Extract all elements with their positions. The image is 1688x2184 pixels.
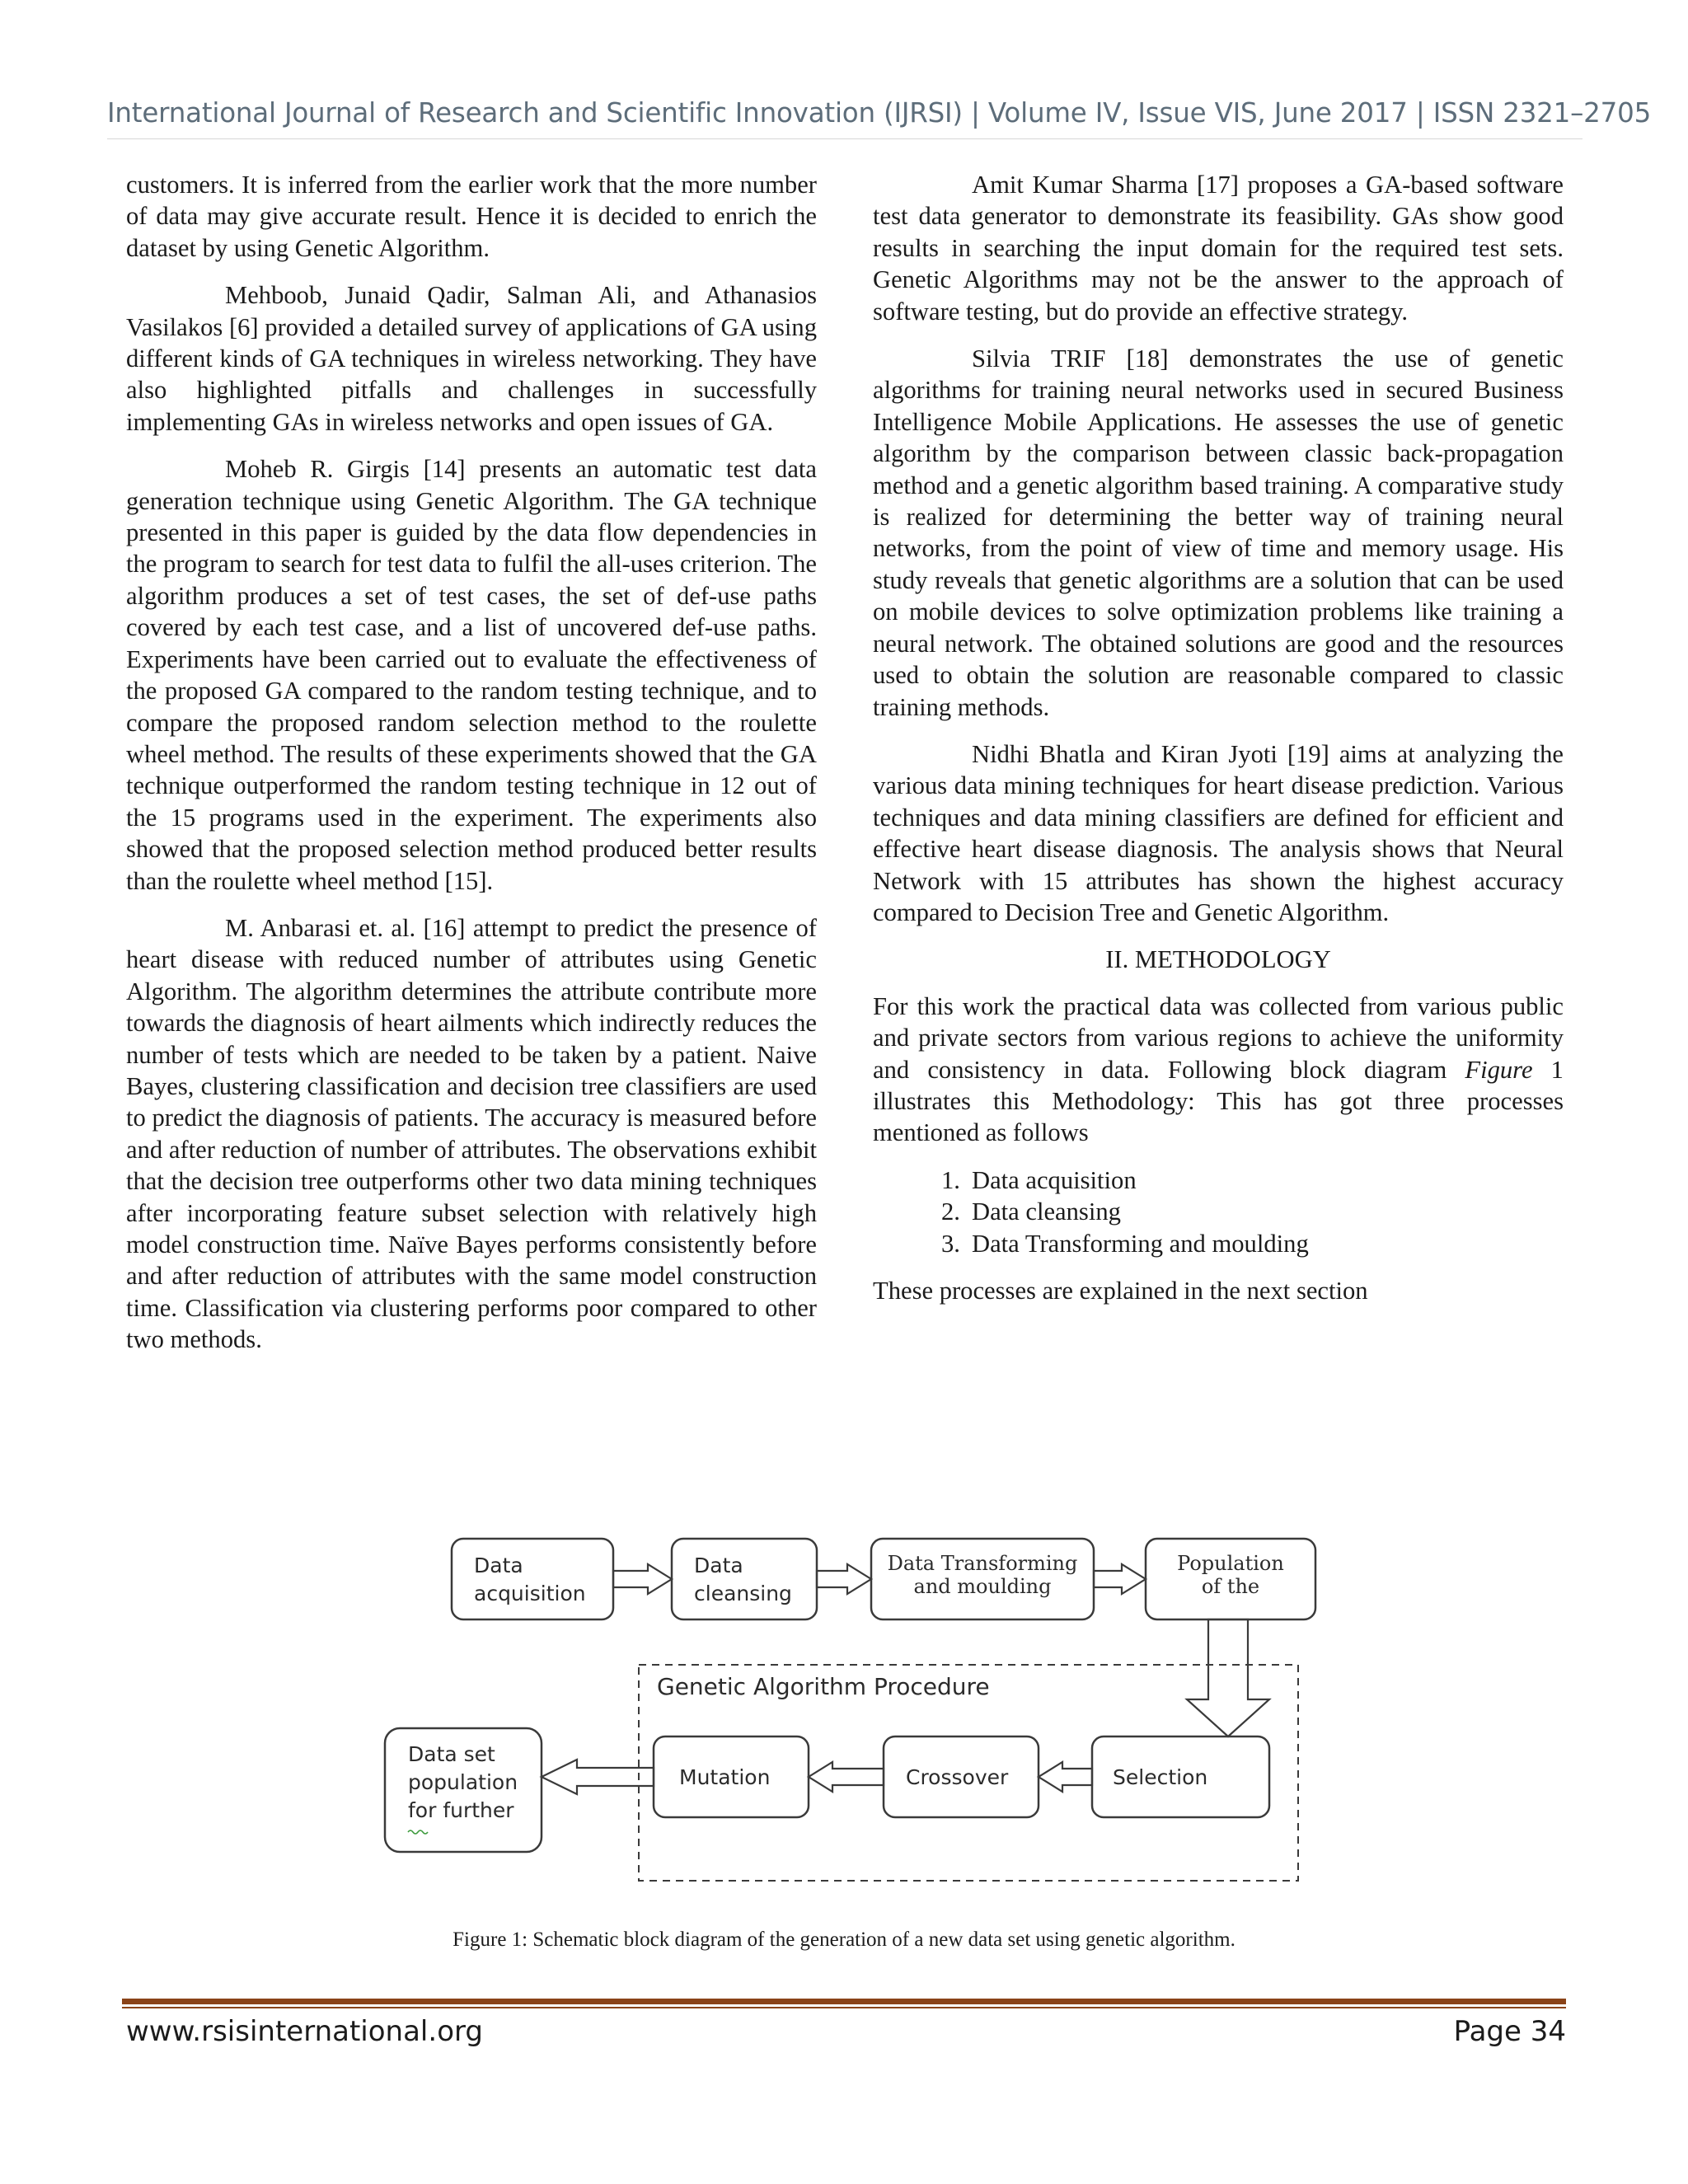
block-diagram-figure bbox=[0, 1521, 1688, 1900]
arrow-population-to-selection bbox=[1187, 1619, 1269, 1736]
label-data-transforming bbox=[874, 1552, 1091, 1598]
list-item bbox=[873, 1228, 1564, 1259]
list-text: Data cleansing bbox=[972, 1197, 1121, 1226]
list-number: 1. bbox=[941, 1165, 960, 1194]
left-column bbox=[126, 169, 817, 1356]
label-line: Data bbox=[694, 1554, 743, 1577]
right-column bbox=[873, 169, 1564, 1322]
arrow-cleansing-to-transforming bbox=[817, 1564, 871, 1594]
footer-page-number: Page 34 bbox=[1453, 2015, 1566, 2048]
list-text: Data acquisition bbox=[972, 1165, 1137, 1194]
figure-reference: Figure bbox=[1465, 1055, 1533, 1084]
right-paragraph-4 bbox=[873, 991, 1564, 1149]
label-line: for further bbox=[408, 1798, 514, 1822]
block-diagram-shapes bbox=[0, 1521, 1688, 1900]
arrow-crossover-to-mutation bbox=[809, 1762, 884, 1792]
figure-caption: Figure 1: Schematic block diagram of the generation of a new data set using genetic algorithm. bbox=[452, 1929, 1236, 1951]
label-data-acquisition bbox=[474, 1552, 586, 1608]
left-paragraph-1: customers. It is inferred from the earlier work that the more number of data may give accurate result. Hence it is decided to enrich the dataset by using Genetic Algorithm. bbox=[126, 171, 817, 262]
footer-rule-thin bbox=[122, 2007, 1566, 2008]
label-population bbox=[1148, 1552, 1313, 1598]
list-text: Data Transforming and moulding bbox=[972, 1229, 1309, 1258]
label-line: Data set bbox=[408, 1742, 495, 1766]
left-paragraph-3: Moheb R. Girgis [14] presents an automatic test data generation technique using Genetic Algorithm. The GA technique presented in this paper is guided by the data flow dependencies in the program to search for test data to fulfil the all-uses criterion. The algorithm produces a set of test cases, the set of def-use paths covered by each test case, and a list of uncovered def-use paths. Experiments have been carried out to evaluate the effectiveness of the proposed GA compared to the random testing technique, and to compare the proposed random selection method to the roulette wheel method. The results of these experiments showed that the GA technique outperformed the random testing technique in 12 out of the 15 programs used in the experiment. The experiments also showed that the proposed selection method produced better results than the roulette wheel method [15]. bbox=[126, 455, 817, 895]
right-paragraph-5: These processes are explained in the next section bbox=[873, 1277, 1368, 1305]
label-ga-procedure: Genetic Algorithm Procedure bbox=[657, 1673, 990, 1700]
label-line: Data bbox=[474, 1554, 523, 1577]
label-line: acquisition bbox=[474, 1582, 586, 1605]
left-paragraph-2: Mehboob, Junaid Qadir, Salman Ali, and Athanasios Vasilakos [6] provided a detailed survey of applications of GA using different kinds of GA techniques in wireless networking. They have also highlighted pitfalls and challenges in successfully implementing GAs in wireless networks and open issues of GA. bbox=[126, 281, 817, 436]
running-head: International Journal of Research and Scientific Innovation (IJRSI) | Volume IV, Issue VIS, June 2017 | ISSN 2321–2705 bbox=[107, 97, 1652, 129]
label-selection: Selection bbox=[1113, 1765, 1208, 1789]
arrow-selection-to-crossover bbox=[1039, 1762, 1092, 1792]
footer-website: www.rsisinternational.org bbox=[126, 2015, 483, 2048]
right-paragraph-1: Amit Kumar Sharma [17] proposes a GA-based software test data generator to demonstrate its feasibility. GAs show good results in searching the input domain for the required test sets. Genetic Algorithms may not be the answer to the approach of software testing, but do provide an effective strategy. bbox=[873, 171, 1564, 326]
label-line: Data Transforming bbox=[887, 1552, 1078, 1575]
spellcheck-squiggle bbox=[408, 1830, 428, 1834]
right-paragraph-2: Silvia TRIF [18] demonstrates the use of genetic algorithms for training neural networks used in secured Business Intelligence Mobile Applications. He assesses the use of genetic algorithm by the comparison between classic back-propagation method and a genetic algorithm based training. A comparative study is realized for determining the better way of training neural networks, from the point of view of time and memory usage. His study reveals that genetic algorithms are a solution that can be used on mobile devices to solve optimization problems like training a neural network. The obtained solutions are good and the resources used to obtain the solution are reasonable compared to classic training methods. bbox=[873, 344, 1564, 721]
list-item bbox=[873, 1196, 1564, 1227]
arrow-acquisition-to-cleansing bbox=[613, 1564, 672, 1594]
list-number: 2. bbox=[941, 1197, 960, 1226]
list-item bbox=[873, 1165, 1564, 1196]
p4-text-b: 1 illustrates this Methodology: This has got three processes mentioned as follows bbox=[873, 1055, 1564, 1147]
label-output bbox=[408, 1741, 518, 1825]
left-paragraph-4: M. Anbarasi et. al. [16] attempt to predict the presence of heart disease with reduced number of attributes using Genetic Algorithm. The algorithm determines the attribute contribute more towards the diagnosis of heart ailments which indirectly reduces the number of tests which are needed to be taken by a patient. Naive Bayes, clustering classification and decision tree classifiers are used to predict the diagnosis of patients. The accuracy is measured before and after reduction of number of attributes. The observations exhibit that the decision tree outperforms other two data mining techniques after incorporating feature subset selection with relatively high model construction time. Naïve Bayes performs consistently before and after reduction of attributes with the same model construction time. Classification via clustering performs poor compared to other two methods. bbox=[126, 913, 817, 1354]
footer-rule-thick bbox=[122, 1999, 1566, 2004]
arrow-transforming-to-population bbox=[1094, 1564, 1146, 1594]
label-crossover: Crossover bbox=[906, 1765, 1009, 1789]
p4-text-a: For this work the practical data was collected from various public and private sectors from various regions to achieve the uniformity and consistency in data. Following block diagram bbox=[873, 991, 1564, 1084]
label-line: population bbox=[408, 1770, 518, 1794]
label-line: of the bbox=[1201, 1575, 1260, 1598]
section-heading-methodology: II. METHODOLOGY bbox=[1105, 945, 1331, 974]
label-mutation: Mutation bbox=[679, 1765, 771, 1789]
label-line: cleansing bbox=[694, 1582, 792, 1605]
label-line: Population bbox=[1177, 1552, 1284, 1575]
right-paragraph-3: Nidhi Bhatla and Kiran Jyoti [19] aims at analyzing the various data mining techniques for heart disease prediction. Various techniques and data mining classifiers are defined for efficient and effective heart disease diagnosis. The analysis shows that Neural Network with 15 attributes has shown the highest accuracy compared to Decision Tree and Genetic Algorithm. bbox=[873, 739, 1564, 926]
process-list bbox=[873, 1165, 1564, 1259]
label-line: and moulding bbox=[913, 1575, 1052, 1598]
header-rule bbox=[107, 138, 1582, 139]
label-data-cleansing bbox=[694, 1552, 792, 1608]
arrow-mutation-to-output bbox=[542, 1760, 654, 1794]
list-number: 3. bbox=[941, 1229, 960, 1258]
